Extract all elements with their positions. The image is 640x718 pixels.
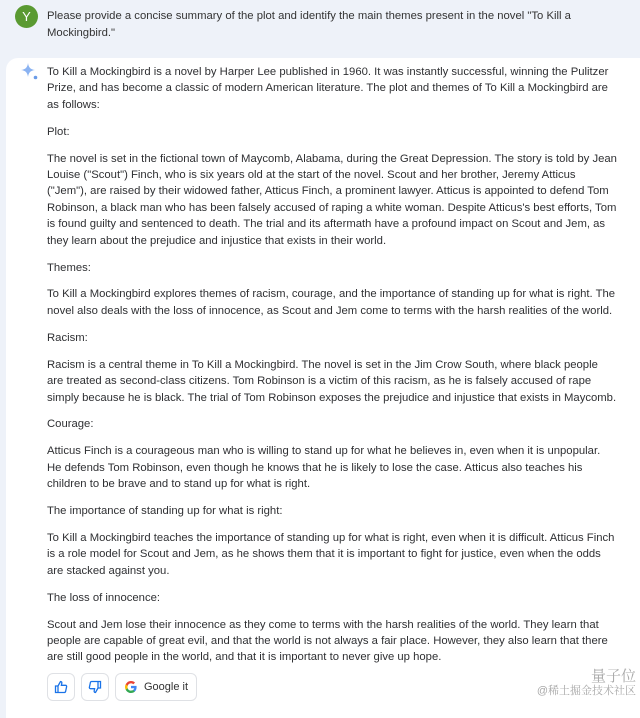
intro-paragraph: To Kill a Mockingbird is a novel by Harper Lee published in 1960. It was instantly successful, winning the Pulitzer Prize, and has become a classic of modern American literature. The plot and themes of To Kill a Mockingbird are as follows: — [47, 66, 609, 111]
user-avatar: Y — [15, 5, 38, 28]
sparkle-icon — [20, 62, 40, 82]
watermark-line1: 量子位 — [590, 668, 636, 685]
themes-paragraph: To Kill a Mockingbird explores themes of racism, courage, and the importance of standing up for what is right. The novel also deals with the loss of innocence, as Scout and Jem come to terms with the harsh realities of the world. — [47, 288, 616, 317]
response-card — [6, 58, 640, 718]
standing-up-paragraph: To Kill a Mockingbird teaches the importance of standing up for what is right, even when it is difficult. Atticus Finch is a role model for Scout and Jem, as he shows them that it is important to fight for justice, even when the odds are stacked against you. — [47, 531, 615, 577]
racism-heading: Racism: — [47, 331, 88, 344]
innocence-heading: The loss of innocence: — [47, 591, 161, 604]
courage-heading: Courage: — [47, 418, 94, 431]
racism-paragraph: Racism is a central theme in To Kill a Mockingbird. The novel is set in the Jim Crow South, where black people are treated as second-class citizens. Tom Robinson is a victim of this racism, as he is falsely accused of rape simply because he is black. The trial of Tom Robinson exposes the prejudice and injustice that exists in Maycomb. — [47, 358, 617, 404]
watermark — [537, 670, 636, 698]
themes-heading: Themes: — [47, 261, 91, 274]
courage-paragraph: Atticus Finch is a courageous man who is willing to stand up for what he believes in, even when it is unpopular. He defends Tom Robinson, even though he knows that he is likely to lose the case. Atticus also teaches his children to be brave and to stand up for what is right. — [47, 445, 601, 491]
google-it-button[interactable] — [115, 673, 197, 701]
thumbs-up-icon — [54, 680, 68, 694]
response-text — [47, 64, 617, 676]
plot-paragraph: The novel is set in the fictional town of Maycomb, Alabama, during the Great Depression. The story is told by Jean Louise ("Scout") Finch, who is six years old at the start of the novel. Scout and her brother, Jeremy Atticus ("Jem"), are raised by their widowed father, Atticus Finch, a prominent lawyer. Atticus is appointed to defend Tom Robinson, a black man who has been falsely accused of raping a white woman. Despite Atticus's best efforts, Tom is found guilty and sentenced to death. The trial and its aftermath have a profound impact on Scout and Jem, as they learn about the prejudice and injustice that exists in their world. — [47, 152, 617, 247]
thumbs-up-button[interactable] — [47, 673, 75, 701]
response-actions — [47, 673, 197, 701]
plot-heading: Plot: — [47, 125, 70, 138]
user-message — [0, 0, 640, 52]
standing-up-heading: The importance of standing up for what is right: — [47, 505, 283, 518]
google-it-label: Google it — [144, 681, 189, 693]
thumbs-down-button[interactable] — [81, 673, 109, 701]
google-g-icon — [124, 680, 138, 694]
thumbs-down-icon — [88, 680, 102, 694]
watermark-line2: @稀土掘金技术社区 — [536, 685, 636, 697]
innocence-paragraph: Scout and Jem lose their innocence as they come to terms with the harsh realities of the world. They learn that people are capable of great evil, and that the world is not always a fair place. However, they also learn that there are still good people in the world, and that it is important to never give up hope. — [47, 618, 608, 664]
user-prompt: Please provide a concise summary of the plot and identify the main themes present in the novel "To Kill a Mockingbird." — [47, 10, 571, 39]
